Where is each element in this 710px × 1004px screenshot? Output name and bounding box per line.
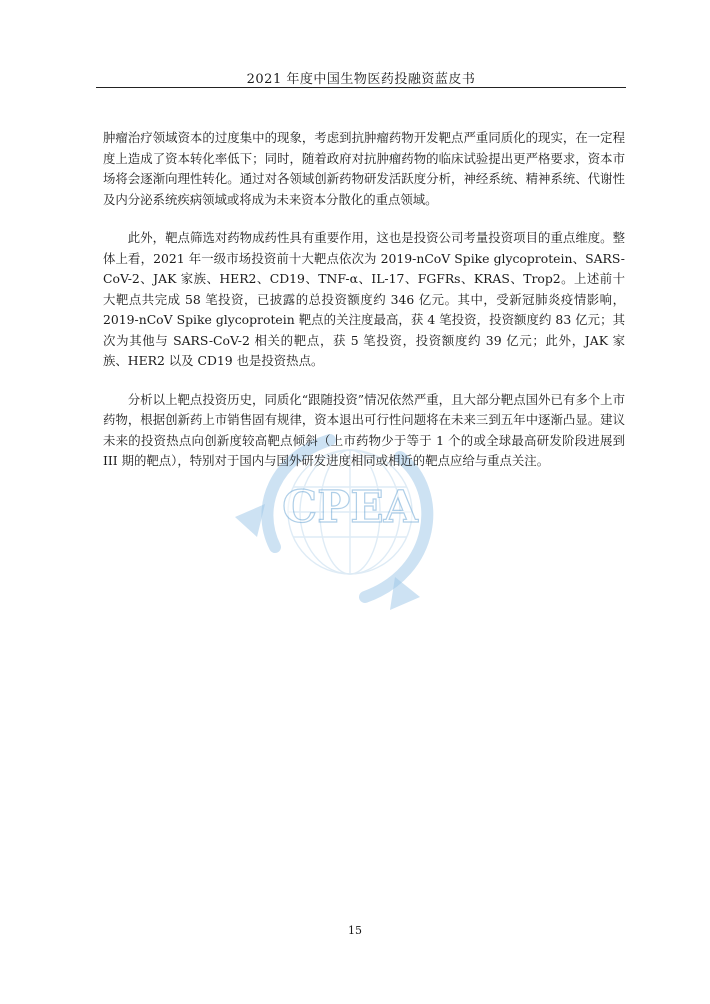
right-arrowhead [390,577,420,610]
paragraph-2: 此外，靶点筛选对药物成药性具有重要作用，这也是投资公司考量投资项目的重点维度。整体上看，2021 年一级市场投资前十大靶点依次为 2019-nCoV Spike glycoprotein、SARS-CoV-2、JAK 家族、HER2、CD19、TNF-α、IL-17、FGFRs、KRAS、Trop2。上述前十大靶点共完成 58 笔投资，已披露的总投资额度约 346 亿元。其中，受新冠肺炎疫情影响，2019-nCoV Spike glycoprotein 靶点的关注度最高，获 4 笔投资，投资额度约 83 亿元；其次为其他与 SARS-CoV-2 相关的靶点，获 5 笔投资，投资额度约 39 亿元；此外，JAK 家族、HER2 以及 CD19 也是投资热点。 [103,230,625,368]
watermark-text: CPEA [282,482,418,533]
header-rule [96,87,626,88]
paragraph-1: 肿瘤治疗领域资本的过度集中的现象，考虑到抗肿瘤药物开发靶点严重同质化的现实，在一定程度上造成了资本转化率低下；同时，随着政府对抗肿瘤药物的临床试验提出更严格要求，资本市场将会逐渐向理性转化。通过对各领域创新药物研发活跃度分析，神经系统、精神系统、代谢性及内分泌系统疾病领域或将成为未来资本分散化的重点领域。 [103,130,625,207]
running-header: 2021 年度中国生物医药投融资蓝皮书 [246,72,476,87]
left-arrowhead [235,504,265,537]
paragraph-3: 分析以上靶点投资历史，同质化“跟随投资”情况依然严重，且大部分靶点国外已有多个上市药物，根据创新药上市销售固有规律，资本退出可行性问题将在未来三到五年中逐渐凸显。建议未来的投资热点向创新度较高靶点倾斜（上市药物少于等于 1 个的或全球最高研发阶段进展到 III 期的靶点），特别对于国内与国外研发进度相同或相近的靶点应给与重点关注。 [103,391,625,468]
page-number: 15 [348,924,362,937]
body-text [103,128,625,490]
